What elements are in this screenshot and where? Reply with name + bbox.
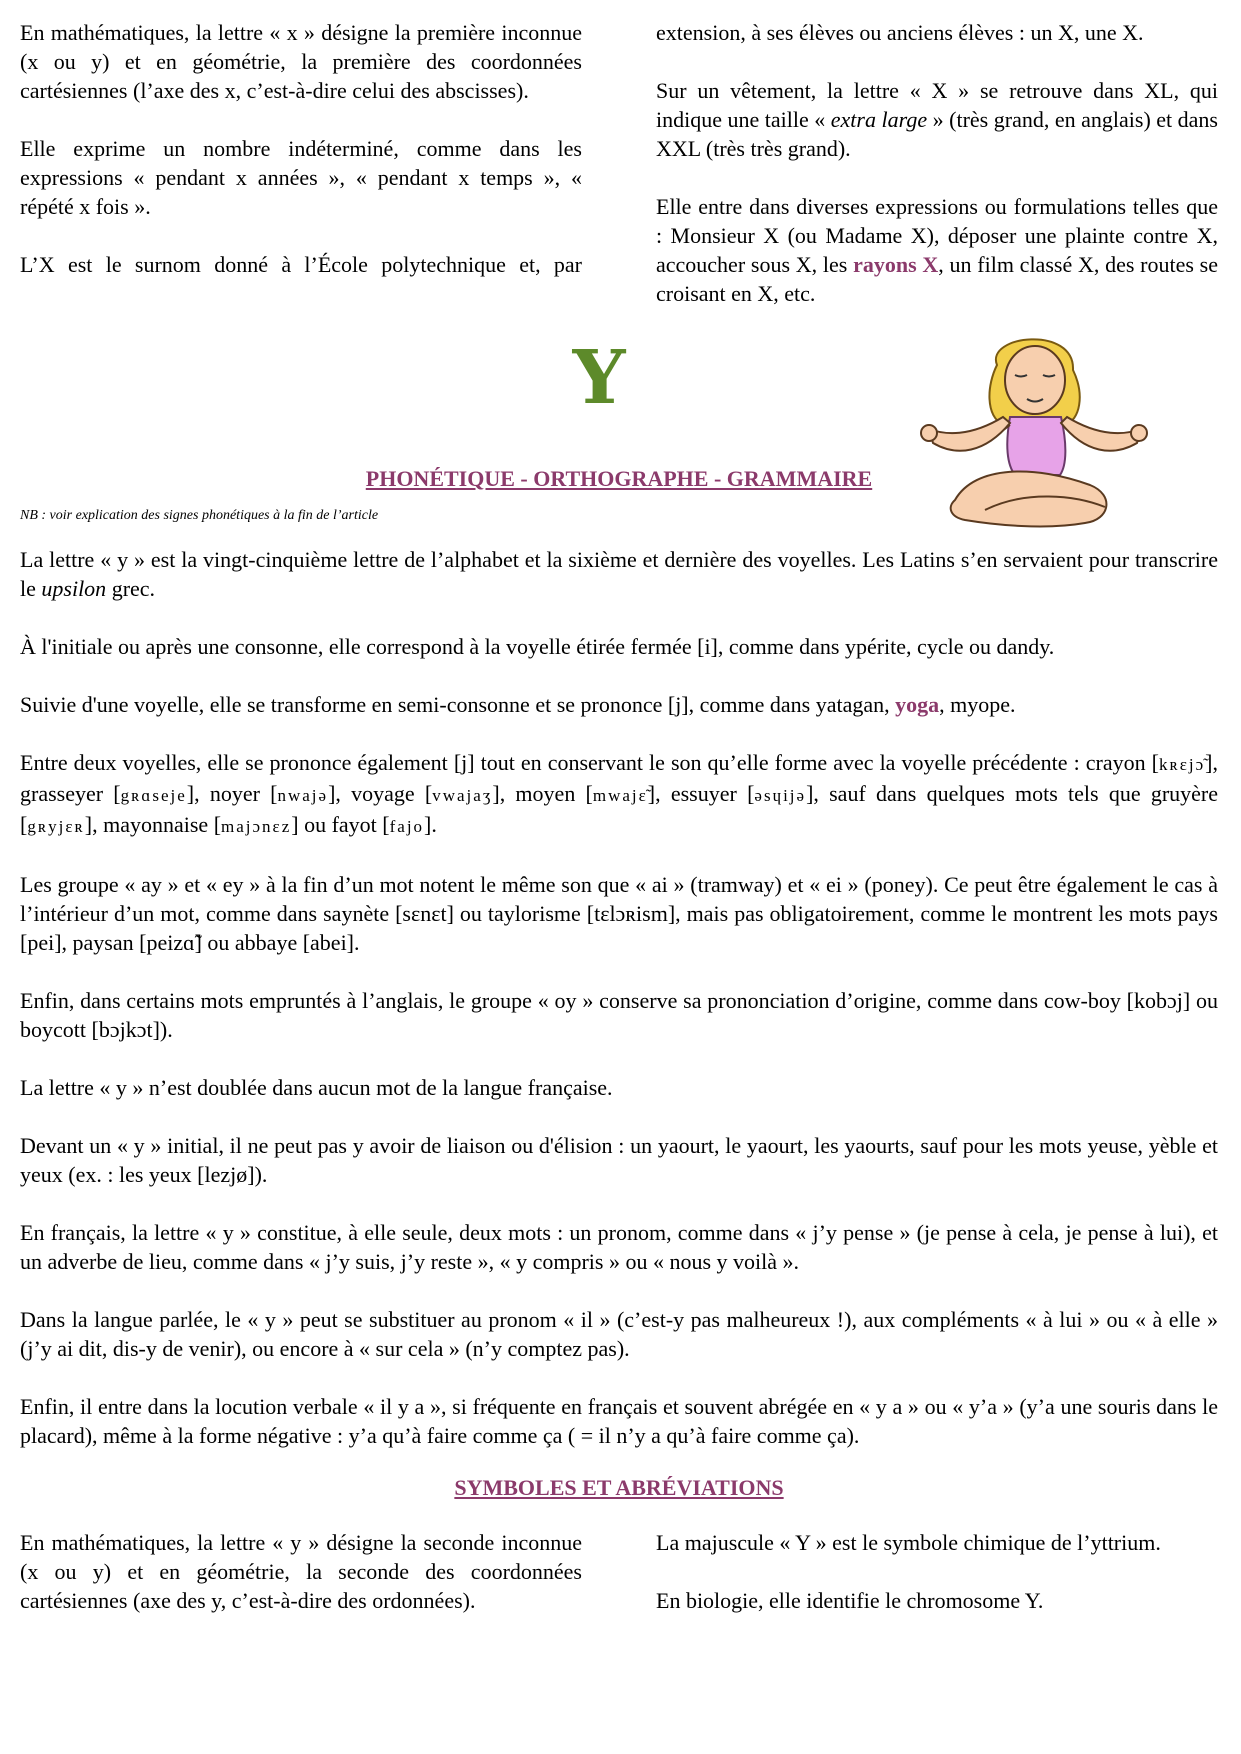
- text-run: » (très grand, en anglais) et dans XXL (très très grand).: [656, 107, 1218, 161]
- x-section: [20, 18, 1218, 306]
- paragraph: [20, 545, 1218, 603]
- page: [20, 18, 1218, 306]
- paragraph: [20, 748, 1218, 841]
- phonetic-transcription: mwajɛ̃: [592, 786, 648, 805]
- section-title: PHONÉTIQUE - ORTHOGRAPHE - GRAMMAIRE: [365, 466, 873, 491]
- phonetic-transcription: gʀyjɛʀ: [27, 817, 85, 836]
- text-run: Suivie d'une voyelle, elle se transforme en semi-consonne et se prononce [j], comme dans yatagan,: [20, 692, 896, 717]
- x-paragraph: extension, à ses élèves ou anciens élèves : un X, une X.: [656, 20, 1144, 45]
- text-run: , un film classé X, des routes se croisant en X, etc.: [656, 252, 1218, 306]
- phonetic-transcription: nwajə: [277, 786, 329, 805]
- highlight-link[interactable]: yoga: [895, 692, 940, 717]
- paragraph: Enfin, il entre dans la locution verbale « il y a », si fréquente en français et souvent abrégée en « y a » ou « y’a » (y’a une souris dans le placard), même à la forme négative : y’a qu’à faire comme ça ( = il n’y a qu’à faire comme ça).: [20, 1394, 1218, 1448]
- phonetics-section: [20, 465, 1218, 1615]
- text-run: Entre deux voyelles, elle se prononce également [j] tout en conservant le son qu’elle forme avec la voyelle précédente : crayon [: [20, 750, 1159, 775]
- italic-run: extra large: [830, 107, 928, 132]
- paragraph: Devant un « y » initial, il ne peut pas y avoir de liaison ou d'élision : un yaourt, le yaourt, les yaourts, sauf pour les mots yeuse, yèble et yeux (ex. : les yeux [lezjø]).: [20, 1133, 1218, 1187]
- paragraph: Les groupe « ay » et « ey » à la fin d’un mot notent le même son que « ai » (tramway) et « ei » (poney). Ce peut être également le cas à l’intérieur d’un mot, comme dans saynète [sɛnɛt] ou taylorisme [tɛlɔʀism], mais pas obligatoirement, comme le montrent les mots pays [pei], paysan [peizɑ̃] ou abbaye [abei].: [20, 872, 1218, 955]
- phonetic-transcription: vwajaʒ: [432, 786, 493, 805]
- paragraph: En biologie, elle identifie le chromosome Y.: [656, 1588, 1044, 1613]
- paragraph: Enfin, dans certains mots empruntés à l’anglais, le groupe « oy » conserve sa prononciation d’origine, comme dans cow-boy [kobɔj] ou boycott [bɔjkɔt]).: [20, 988, 1218, 1042]
- text-run: ], voyage [: [328, 781, 433, 806]
- text-run: ] ou fayot [: [291, 812, 390, 837]
- text-run: ], sauf dans quelques mots tels que gruyère [: [20, 781, 1218, 837]
- x-paragraph: En mathématiques, la lettre « x » désigne la première inconnue (x ou y) et en géométrie, la première des coordonnées cartésiennes (l’axe des x, c’est-à-dire celui des abscisses).: [20, 20, 582, 103]
- text-run: Sur un vêtement, la lettre « X » se retrouve dans XL, qui indique une taille «: [656, 78, 1218, 132]
- paragraph: À l'initiale ou après une consonne, elle correspond à la voyelle étirée fermée [i], comme dans ypérite, cycle ou dandy.: [20, 634, 1055, 659]
- x-left-column: [20, 18, 582, 280]
- text-run: Elle entre dans diverses expressions ou formulations telles que : Monsieur X (ou Madame X), déposer une plainte contre X, accoucher sous X, les: [656, 194, 1218, 277]
- text-run: ], moyen [: [492, 781, 593, 806]
- paragraph: En mathématiques, la lettre « y » désigne la seconde inconnue (x ou y) et en géométrie, la seconde des coordonnées cartésiennes (axe des y, c’est-à-dire des ordonnées).: [20, 1530, 582, 1613]
- x-paragraph: [656, 192, 1218, 308]
- text-run: ], noyer [: [186, 781, 278, 806]
- text-run: ], essuyer [: [647, 781, 755, 806]
- text-run: ], grasseyer [: [20, 750, 1218, 806]
- highlight-link[interactable]: rayons X: [853, 252, 939, 277]
- phonetic-transcription: fajo: [389, 817, 425, 836]
- text-run: grec.: [106, 576, 156, 601]
- paragraph: En français, la lettre « y » constitue, à elle seule, deux mots : un pronom, comme dans « j’y pense » (je pense à cela, je pense à lui), et un adverbe de lieu, comme dans « j’y suis, j’y reste », « y compris » ou « nous y voilà ».: [20, 1220, 1218, 1274]
- section-letter: Y: [572, 335, 626, 421]
- paragraph: Dans la langue parlée, le « y » peut se substituer au pronom « il » (c’est-y pas malheureux !), aux compléments « à lui » ou « à elle » (j’y ai dit, dis-y de venir), ou encore à « sur cela » (n’y comptez pas).: [20, 1307, 1218, 1361]
- x-paragraph: Elle exprime un nombre indéterminé, comme dans les expressions « pendant x années », « pendant x temps », « répété x fois ».: [20, 136, 582, 219]
- symbols-left-column: [20, 1528, 582, 1615]
- nb-note: NB : voir explication des signes phonétiques à la fin de l’article: [20, 508, 379, 523]
- paragraph: La majuscule « Y » est le symbole chimique de l’yttrium.: [656, 1530, 1161, 1555]
- x-paragraph: [656, 76, 1218, 163]
- phonetic-transcription: əsɥijə: [754, 786, 807, 805]
- section-title: SYMBOLES ET ABRÉVIATIONS: [454, 1475, 784, 1500]
- italic-run: upsilon: [41, 576, 107, 601]
- phonetics-body: [20, 545, 1218, 1450]
- symbols-section: [20, 1528, 1218, 1615]
- x-paragraph: L’X est le surnom donné à l’École polytechnique et, par: [20, 252, 582, 277]
- text-run: ].: [424, 812, 437, 837]
- phonetic-transcription: majɔnɛz: [221, 817, 292, 836]
- symbols-right-column: [656, 1528, 1218, 1615]
- paragraph: La lettre « y » n’est doublée dans aucun mot de la langue française.: [20, 1075, 613, 1100]
- x-right-column: [656, 18, 1218, 306]
- phonetic-transcription: kʀɛjɔ̃: [1158, 755, 1206, 774]
- phonetic-transcription: gʀɑseje: [120, 786, 187, 805]
- text-run: ], mayonnaise [: [84, 812, 222, 837]
- text-run: La lettre « y » est la vingt-cinquième lettre de l’alphabet et la sixième et dernière des voyelles. Les Latins s’en servaient pour transcrire le: [20, 547, 1218, 601]
- text-run: , myope.: [939, 692, 1016, 717]
- paragraph: [20, 690, 1218, 719]
